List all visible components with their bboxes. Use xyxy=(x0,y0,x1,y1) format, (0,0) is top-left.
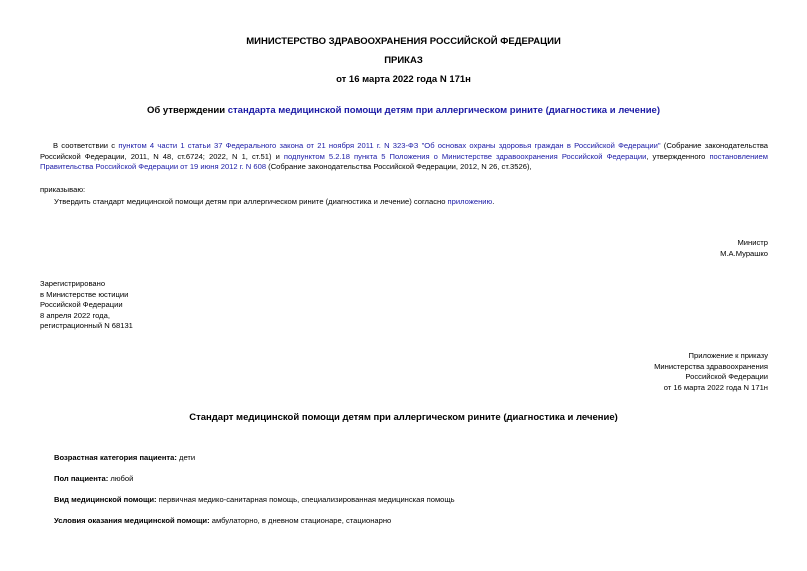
field-value: любой xyxy=(108,474,134,483)
orders-word: приказываю: xyxy=(40,185,86,194)
document-type: ПРИКАЗ xyxy=(384,55,423,66)
federal-law-link[interactable]: пунктом 4 части 1 статьи 37 Федерального закона от 21 ноября 2011 г. N 323-ФЗ "Об основах охраны здоровья граждан в Российской Федерации" xyxy=(118,141,661,150)
preamble-text-4: (Собрание законодательства Российской Федерации, 2012, N 26, ст.3526), xyxy=(266,162,532,172)
appendix-line: Министерства здравоохранения xyxy=(654,361,768,371)
preamble-text-3: , утвержденного xyxy=(646,151,710,161)
standard-title: Стандарт медицинской помощи детям при аллергическом рините (диагностика и лечение) xyxy=(189,412,618,423)
standard-link[interactable]: стандарта медицинской помощи детям при аллергическом рините (диагностика и лечение) xyxy=(227,105,660,116)
field-label: Условия оказания медицинской помощи: xyxy=(54,516,210,525)
registration-line: Зарегистрировано xyxy=(40,279,106,288)
preamble-text-2: (Собрание законодательства Российской Федерации, 2011, N 48, ст.6724; 2022, N 1, ст.51) и xyxy=(40,141,768,161)
registration-line: регистрационный N 68131 xyxy=(40,321,133,331)
appendix-block xyxy=(654,351,768,393)
signature-block xyxy=(720,238,768,259)
appendix-line: от 16 марта 2022 года N 171н xyxy=(663,382,768,392)
field-value: дети xyxy=(176,453,196,462)
appendix-link[interactable]: приложению xyxy=(447,197,493,206)
appendix-line: Российской Федерации xyxy=(685,372,768,382)
field-value: первичная медико-санитарная помощь, специализированная медицинская помощь xyxy=(156,495,455,504)
field-label: Пол пациента: xyxy=(54,474,109,483)
registration-line: Российской Федерации xyxy=(40,300,123,310)
registration-block xyxy=(40,279,133,332)
approve-end: . xyxy=(492,197,495,206)
preamble-text-1: В соответствии с xyxy=(53,141,119,150)
field-care-type xyxy=(54,495,455,504)
ministry-heading: МИНИСТЕРСТВО ЗДРАВООХРАНЕНИЯ РОССИЙСКОЙ ФЕДЕРАЦИИ xyxy=(246,36,561,47)
signature-name: М.А.Мурашко xyxy=(720,248,768,258)
government-decree-link[interactable]: постановлением Правительства Российской Федерации от 19 июня 2012 г. N 608 xyxy=(40,151,768,172)
field-sex xyxy=(54,474,133,483)
field-label: Возрастная категория пациента: xyxy=(54,453,177,462)
field-care-conditions xyxy=(54,516,391,525)
field-value: амбулаторно, в дневном стационаре, стационарно xyxy=(209,516,392,525)
appendix-line: Приложение к приказу xyxy=(688,351,768,360)
registration-line: 8 апреля 2022 года, xyxy=(40,310,110,320)
approve-text: Утвердить стандарт медицинской помощи детям при аллергическом рините (диагностика и лечение) согласно xyxy=(54,197,448,206)
approve-paragraph xyxy=(54,197,494,208)
regulation-link[interactable]: подпунктом 5.2.18 пункта 5 Положения о Министерстве здравоохранения Российской Федерации xyxy=(283,151,647,161)
order-title-prefix: Об утверждении xyxy=(147,105,228,116)
signature-position: Министр xyxy=(737,238,768,247)
order-title xyxy=(0,105,807,116)
field-age-category xyxy=(54,453,195,462)
registration-line: в Министерстве юстиции xyxy=(40,289,129,299)
order-date-number: от 16 марта 2022 года N 171н xyxy=(336,74,471,85)
preamble-paragraph xyxy=(40,141,768,173)
field-label: Вид медицинской помощи: xyxy=(54,495,157,504)
